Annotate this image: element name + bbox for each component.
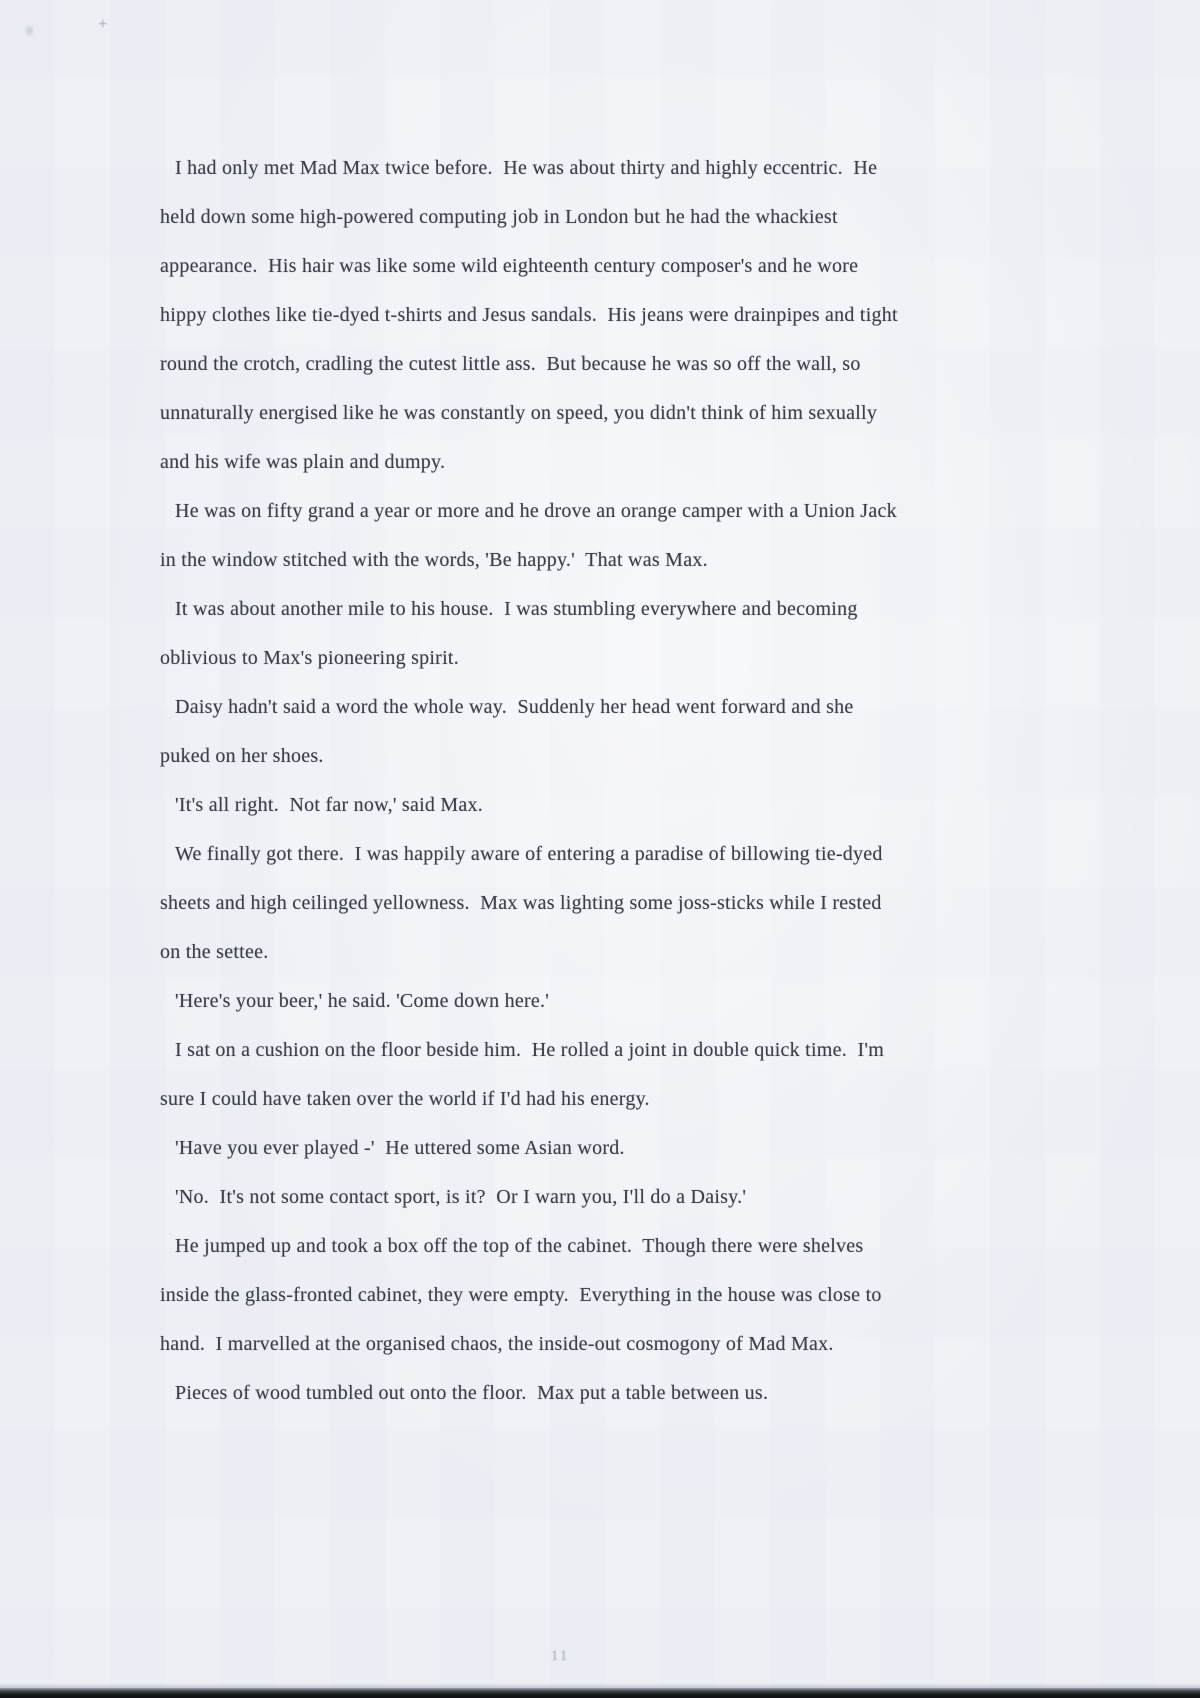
text-line: sheets and high ceilinged yellowness. Max was lighting some joss-sticks while I rested (160, 892, 882, 914)
text-line: He was on fifty grand a year or more and he drove an orange camper with a Union Jack (175, 500, 897, 522)
text-line: hand. I marvelled at the organised chaos, the inside-out cosmogony of Mad Max. (160, 1333, 834, 1355)
page-number: 11 (550, 1648, 570, 1664)
text-line: oblivious to Max's pioneering spirit. (160, 647, 459, 669)
text-line: hippy clothes like tie-dyed t-shirts and Jesus sandals. His jeans were drainpipes and tight (160, 304, 898, 326)
text-line: 'Have you ever played -' He uttered some Asian word. (175, 1137, 625, 1159)
text-line: on the settee. (160, 941, 269, 963)
text-line: Daisy hadn't said a word the whole way. Suddenly her head went forward and she (175, 696, 854, 718)
text-line: appearance. His hair was like some wild eighteenth century composer's and he wore (160, 255, 859, 277)
text-line: in the window stitched with the words, 'Be happy.' That was Max. (160, 549, 708, 571)
registration-mark: + (98, 14, 108, 33)
text-line: I sat on a cushion on the floor beside him. He rolled a joint in double quick time. I'm (175, 1039, 885, 1061)
text-line: Pieces of wood tumbled out onto the floor. Max put a table between us. (175, 1382, 769, 1404)
text-line: 'It's all right. Not far now,' said Max. (175, 794, 484, 816)
text-line: inside the glass-fronted cabinet, they were empty. Everything in the house was close to (160, 1284, 882, 1306)
text-line: puked on her shoes. (160, 745, 324, 767)
scan-smudge (26, 26, 33, 35)
text-line: held down some high-powered computing job in London but he had the whackiest (160, 206, 838, 228)
text-line: and his wife was plain and dumpy. (160, 451, 446, 473)
text-line: round the crotch, cradling the cutest little ass. But because he was so off the wall, so (160, 353, 861, 375)
body-text (160, 144, 1060, 1418)
text-line: It was about another mile to his house. I was stumbling everywhere and becoming (175, 598, 858, 620)
text-line: 'No. It's not some contact sport, is it? Or I warn you, I'll do a Daisy.' (175, 1186, 747, 1208)
text-line: unnaturally energised like he was constantly on speed, you didn't think of him sexually (160, 402, 878, 424)
text-line: He jumped up and took a box off the top of the cabinet. Though there were shelves (175, 1235, 864, 1257)
text-line: I had only met Mad Max twice before. He was about thirty and highly eccentric. He (175, 157, 878, 179)
text-line: We finally got there. I was happily aware of entering a paradise of billowing tie-dyed (175, 843, 883, 865)
text-line: 'Here's your beer,' he said. 'Come down here.' (175, 990, 550, 1012)
text-line: sure I could have taken over the world if I'd had his energy. (160, 1088, 650, 1110)
scan-edge-bar (0, 1688, 1200, 1698)
